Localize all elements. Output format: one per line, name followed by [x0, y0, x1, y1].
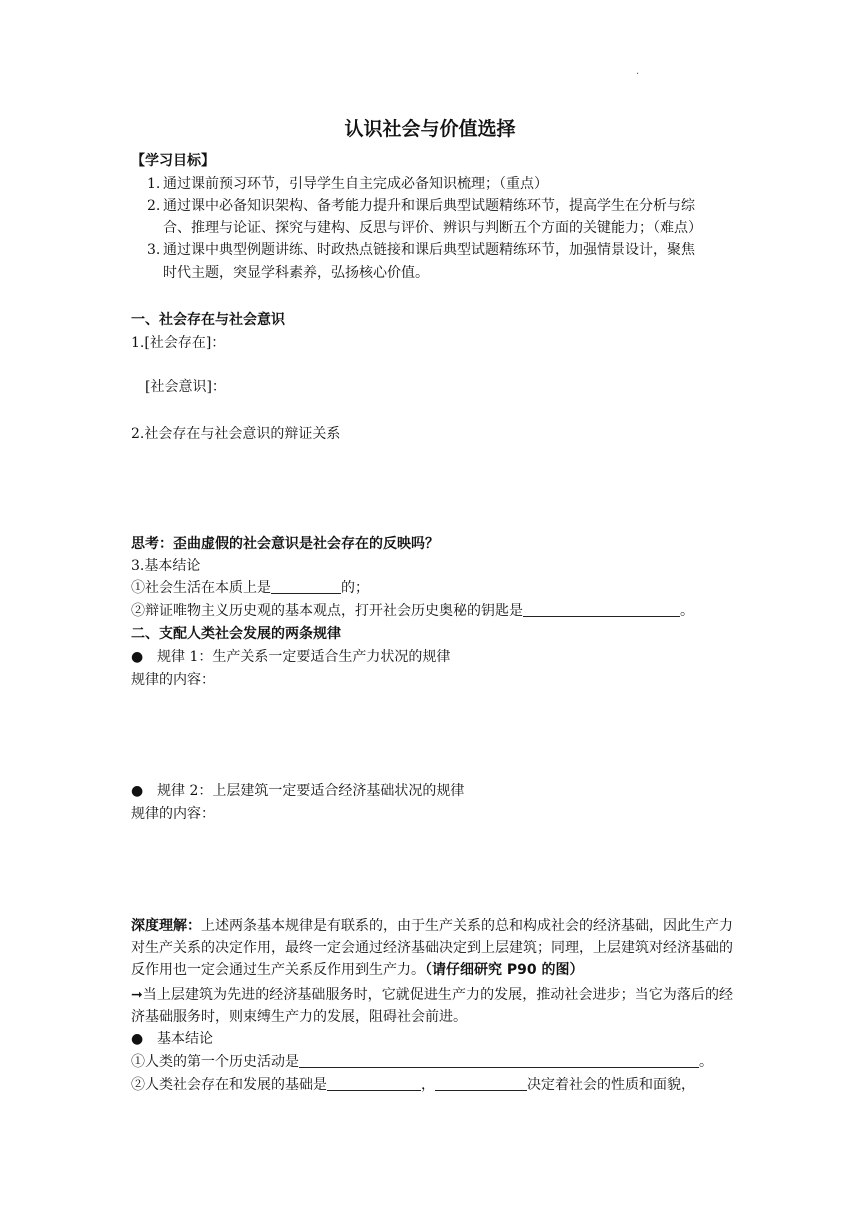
fill-blank[interactable]	[523, 602, 680, 617]
law-2-text: 规律 2：上层建筑一定要适合经济基础状况的规律	[157, 783, 465, 799]
header-mark: .	[636, 66, 640, 77]
page-title: 认识社会与价值选择	[344, 118, 516, 140]
conclusion-2	[131, 601, 694, 622]
deep-understanding-text: 上述两条基本规律是有联系的，由于生产关系的总和构成社会的经济基础，因此生产力对生产关系的决定作用，最终一定会通过经济基础决定到上层建筑；同理，上层建筑对经济基础的反作用也一定会通过生产关系反作用到生产力。	[131, 918, 733, 978]
objective-number: 3.	[147, 242, 161, 258]
conclusion-k2-text: ②人类社会存在和发展的基础是	[131, 1077, 327, 1093]
objective-3	[147, 240, 695, 261]
fill-blank[interactable]	[327, 1076, 421, 1091]
law-1-text: 规律 1：生产关系一定要适合生产力状况的规律	[157, 649, 451, 665]
section2-heading: 二、支配人类社会发展的两条规律	[131, 626, 341, 642]
social-consciousness-label: [社会意识]：	[145, 379, 226, 395]
bullet-icon: ●	[131, 1031, 144, 1047]
basic-conclusion-label: 3.基本结论	[131, 558, 201, 574]
law-1-content-label: 规律的内容：	[131, 672, 215, 688]
conclusion-1-suffix: 的；	[341, 580, 369, 596]
conclusion-k2-suffix: 决定着社会的性质和面貌，	[527, 1077, 695, 1093]
objective-number: 1.	[147, 176, 161, 192]
conclusion-2-suffix: 。	[680, 603, 694, 619]
section1-heading: 一、社会存在与社会意识	[131, 312, 285, 328]
conclusion-k2	[131, 1075, 695, 1096]
bullet-icon: ●	[131, 649, 144, 665]
deep-understanding-note: （请仔细研究 P90 的图）	[425, 962, 584, 978]
conclusion-k1-suffix: 。	[699, 1054, 713, 1070]
arrow-paragraph: ➞当上层建筑为先进的经济基础服务时，它就促进生产力的发展，推动社会进步；当它为落后的经济基础服务时，则束缚生产力的发展，阻碍社会前进。	[131, 987, 733, 1025]
dialectical-relation-label: 2.社会存在与社会意识的辩证关系	[131, 426, 341, 442]
objectives-heading: 【学习目标】	[131, 153, 215, 169]
fill-blank[interactable]	[271, 579, 341, 594]
conclusion-heading-text: 基本结论	[157, 1031, 213, 1047]
law-2-content-label: 规律的内容：	[131, 806, 215, 822]
law-1	[131, 647, 450, 668]
conclusion-k1	[131, 1052, 713, 1073]
objective-number: 2.	[147, 198, 161, 214]
conclusion-k2-sep: ，	[421, 1077, 435, 1093]
law-2	[131, 781, 464, 802]
objective-2	[147, 196, 695, 217]
fill-blank[interactable]	[435, 1076, 527, 1091]
social-existence-label: 1.[社会存在]：	[131, 335, 226, 351]
think-question: 思考：歪曲虚假的社会意识是社会存在的反映吗？	[131, 536, 439, 552]
conclusion-2-text: ②辩证唯物主义历史观的基本观点，打开社会历史奥秘的钥匙是	[131, 603, 523, 619]
fill-blank[interactable]	[299, 1053, 699, 1068]
bullet-icon: ●	[131, 783, 144, 799]
conclusion-k1-text: ①人类的第一个历史活动是	[131, 1054, 299, 1070]
deep-understanding-label: 深度理解：	[131, 918, 201, 934]
objective-1	[147, 174, 548, 195]
conclusion-heading	[131, 1029, 213, 1050]
objective-text: 通过课中典型例题讲练、时政热点链接和课后典型试题精练环节，加强情景设计，聚焦	[163, 242, 695, 258]
conclusion-1-text: ①社会生活在本质上是	[131, 580, 271, 596]
objective-text: 通过课前预习环节，引导学生自主完成必备知识梳理；（重点）	[163, 176, 548, 192]
objective-text: 通过课中必备知识架构、备考能力提升和课后典型试题精练环节，提高学生在分析与综	[163, 198, 695, 214]
conclusion-1	[131, 578, 369, 599]
deep-understanding-paragraph	[131, 915, 733, 981]
objective-3-cont: 时代主题，突显学科素养，弘扬核心价值。	[163, 265, 429, 281]
objective-2-cont: 合、推理与论证、探究与建构、反思与评价、辨识与判断五个方面的关键能力；（难点）	[163, 220, 702, 236]
